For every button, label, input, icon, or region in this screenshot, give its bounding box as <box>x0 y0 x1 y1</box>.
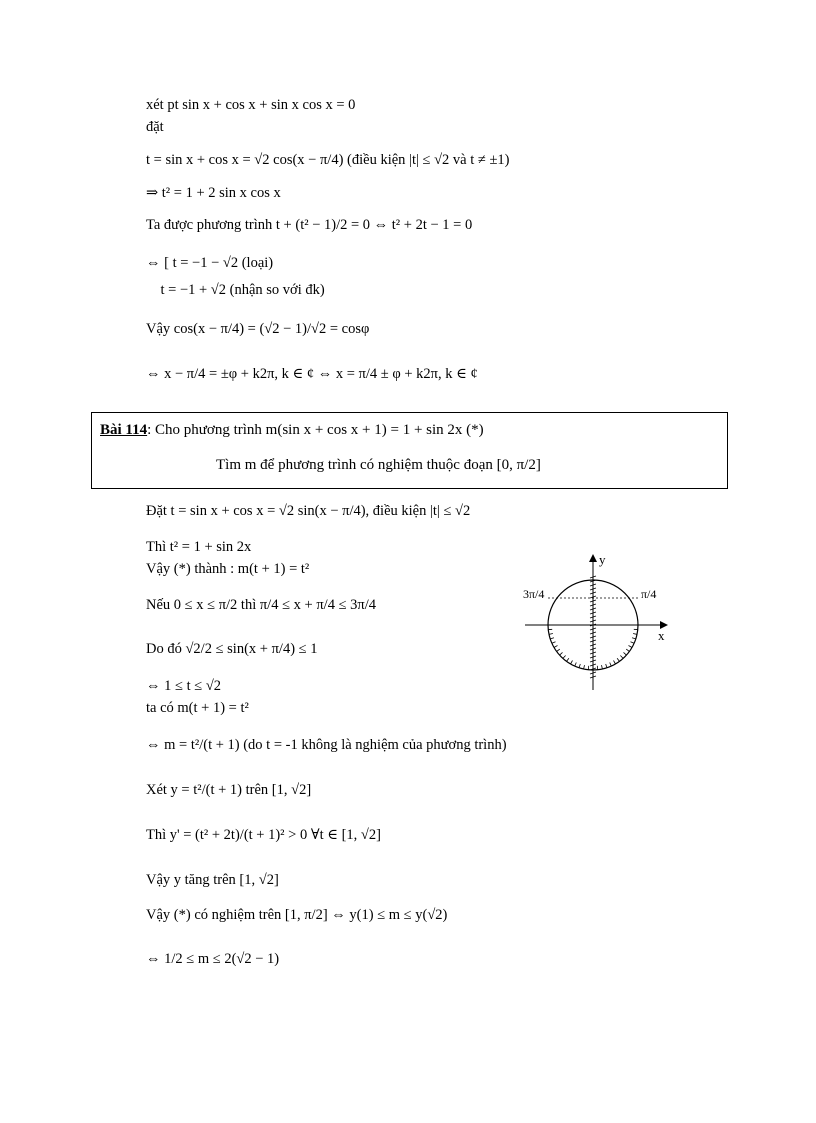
hatch-mark <box>610 663 612 667</box>
line: Vậy y tăng trên [1, √2] <box>146 872 279 888</box>
hatch-mark <box>560 652 563 655</box>
line: ⇔ [ t = −1 − √2 (loại) <box>146 255 274 271</box>
line: Vậy cos(x − π/4) = (√2 − 1)/√2 = cosφ <box>146 321 370 337</box>
line: Vậy (*) thành : m(t + 1) = t² <box>146 561 310 577</box>
problem-statement <box>100 421 484 439</box>
line: Thì y' = (t² + 2t)/(t + 1)² > 0 ∀t ∈ [1, √2] <box>146 827 381 843</box>
problem-task: Tìm m để phương trình có nghiệm thuộc đoạn [0, π/2] <box>216 457 541 473</box>
line: Nếu 0 ≤ x ≤ π/2 thì π/4 ≤ x + π/4 ≤ 3π/4 <box>146 597 376 613</box>
line: ⇒ t² = 1 + 2 sin x cos x <box>146 185 281 201</box>
line: Xét y = t²/(t + 1) trên [1, √2] <box>146 782 312 798</box>
line: t = −1 + √2 (nhận so với đk) <box>146 282 325 298</box>
hatch-mark <box>563 656 566 659</box>
hatch-mark <box>549 634 553 635</box>
line: Ta được phương trình t + (t² − 1)/2 = 0 ⇔ t² + 2t − 1 = 0 <box>146 217 473 233</box>
line: ⇔ 1/2 ≤ m ≤ 2(√2 − 1) <box>146 951 280 967</box>
problem-box <box>91 412 728 489</box>
angle-label-pi-4: π/4 <box>641 587 657 601</box>
line: ta có m(t + 1) = t² <box>146 700 249 716</box>
hatch-mark <box>575 663 577 667</box>
line: ⇔ x − π/4 = ±φ + k2π, k ∈ ¢ ⇔ x = π/4 ± φ + k2π, k ∈ ¢ <box>146 366 478 382</box>
line: Đặt t = sin x + cos x = √2 sin(x − π/4), điều kiện |t| ≤ √2 <box>146 503 471 519</box>
hatch-mark <box>631 642 635 644</box>
line: đặt <box>146 119 164 135</box>
line: Do đó √2/2 ≤ sin(x + π/4) ≤ 1 <box>146 641 318 657</box>
hatch-mark <box>620 656 623 659</box>
y-axis-arrow <box>589 554 597 562</box>
line: Thì t² = 1 + sin 2x <box>146 539 252 555</box>
hatch-mark <box>602 665 603 669</box>
line: xét pt sin x + cos x + sin x cos x = 0 <box>146 97 356 113</box>
line: ⇔ 1 ≤ t ≤ √2 <box>146 678 222 694</box>
problem-label: Bài 114 <box>100 422 148 438</box>
hatch-mark <box>584 665 585 669</box>
angle-label-3pi-4: 3π/4 <box>523 587 545 601</box>
y-axis-label: y <box>599 552 606 567</box>
x-axis-label: x <box>658 628 665 643</box>
hatch-mark <box>633 634 637 635</box>
line: t = sin x + cos x = √2 cos(x − π/4) (điều kiện |t| ≤ √2 và t ≠ ±1) <box>146 152 510 168</box>
hatch-mark <box>624 652 627 655</box>
unit-circle-figure <box>515 548 675 693</box>
line: Vậy (*) có nghiệm trên [1, π/2] ⇔ y(1) ≤ m ≤ y(√2) <box>146 907 448 923</box>
line: ⇔ m = t²/(t + 1) (do t = -1 không là nghiệm của phương trình) <box>146 737 507 753</box>
problem-text: : Cho phương trình m(sin x + cos x + 1) = 1 + sin 2x (*) <box>147 422 484 438</box>
hatch-mark <box>552 642 556 644</box>
